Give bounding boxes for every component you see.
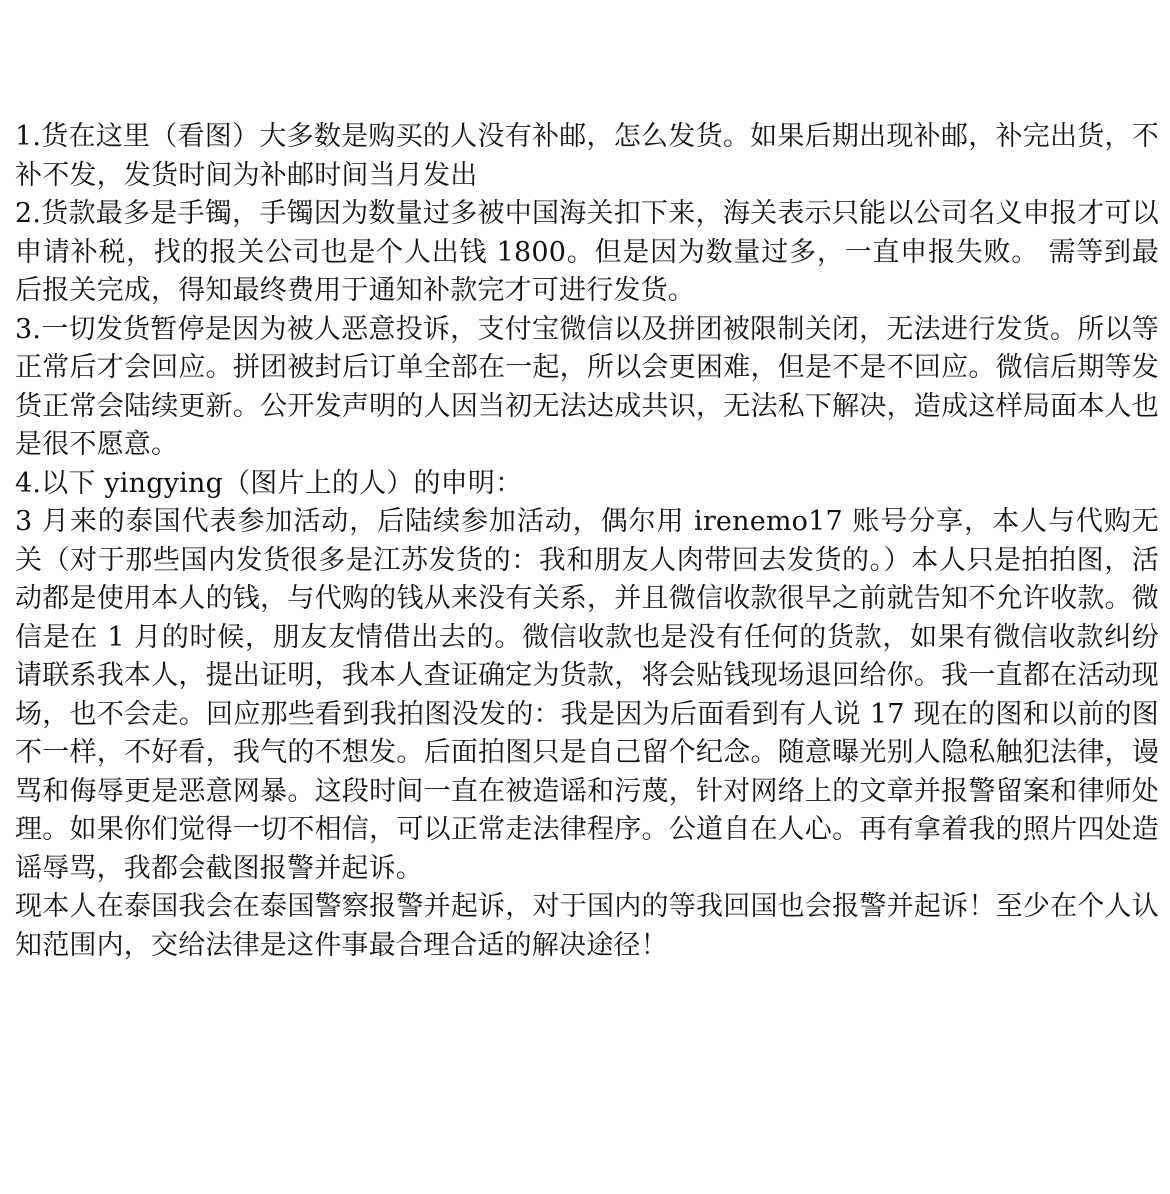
paragraph-legal-action: 现本人在泰国我会在泰国警察报警并起诉，对于国内的等我回国也会报警并起诉！至少在个人认知范围内，交给法律是这件事最合理合适的解决途径！ (15, 891, 1159, 961)
statement-document (15, 118, 1159, 965)
paragraph-shipping-suspended: 3.一切发货暂停是因为被人恶意投诉，支付宝微信以及拼团被限制关闭，无法进行发货。所以等正常后才会回应。拼团被封后订单全部在一起，所以会更困难，但是不是不回应。微信后期等发货正常会陆续更新。公开发声明的人因当初无法达成共识，无法私下解决，造成这样局面本人也是很不愿意。 (15, 313, 1159, 460)
paragraph-shipping-postage: 1.货在这里（看图）大多数是购买的人没有补邮，怎么发货。如果后期出现补邮，补完出货，不补不发，发货时间为补邮时间当月发出 (15, 121, 1159, 191)
paragraph-statement-heading: 4.以下 yingying（图片上的人）的申明： (15, 467, 523, 499)
paragraph-customs-bracelets: 2.货款最多是手镯，手镯因为数量过多被中国海关扣下来，海关表示只能以公司名义申报才可以申请补税，找的报关公司也是个人出钱 1800。但是因为数量过多，一直申报失败。 需等到最后报关完成，得知最终费用于通知补款完才可进行发货。 (15, 198, 1159, 306)
paragraph-personal-statement: 3 月来的泰国代表参加活动，后陆续参加活动，偶尔用 irenemo17 账号分享，本人与代购无关（对于那些国内发货很多是江苏发货的：我和朋友人肉带回去发货的。）本人只是拍拍图，活动都是使用本人的钱，与代购的钱从来没有关系，并且微信收款很早之前就告知不允许收款。微信是在 1 月的时候，朋友友情借出去的。微信收款也是没有任何的货款，如果有微信收款纠纷请联系我本人，提出证明，我本人查证确定为货款，将会贴钱现场退回给你。我一直都在活动现场，也不会走。回应那些看到我拍图没发的：我是因为后面看到有人说 17 现在的图和以前的图不一样，不好看，我气的不想发。后面拍图只是自己留个纪念。随意曝光别人隐私触犯法律，谩骂和侮辱更是恶意网暴。这段时间一直在被造谣和污蔑，针对网络上的文章并报警留案和律师处理。如果你们觉得一切不相信，可以正常走法律程序。公道自在人心。再有拿着我的照片四处造谣辱骂，我都会截图报警并起诉。 (15, 506, 1159, 884)
